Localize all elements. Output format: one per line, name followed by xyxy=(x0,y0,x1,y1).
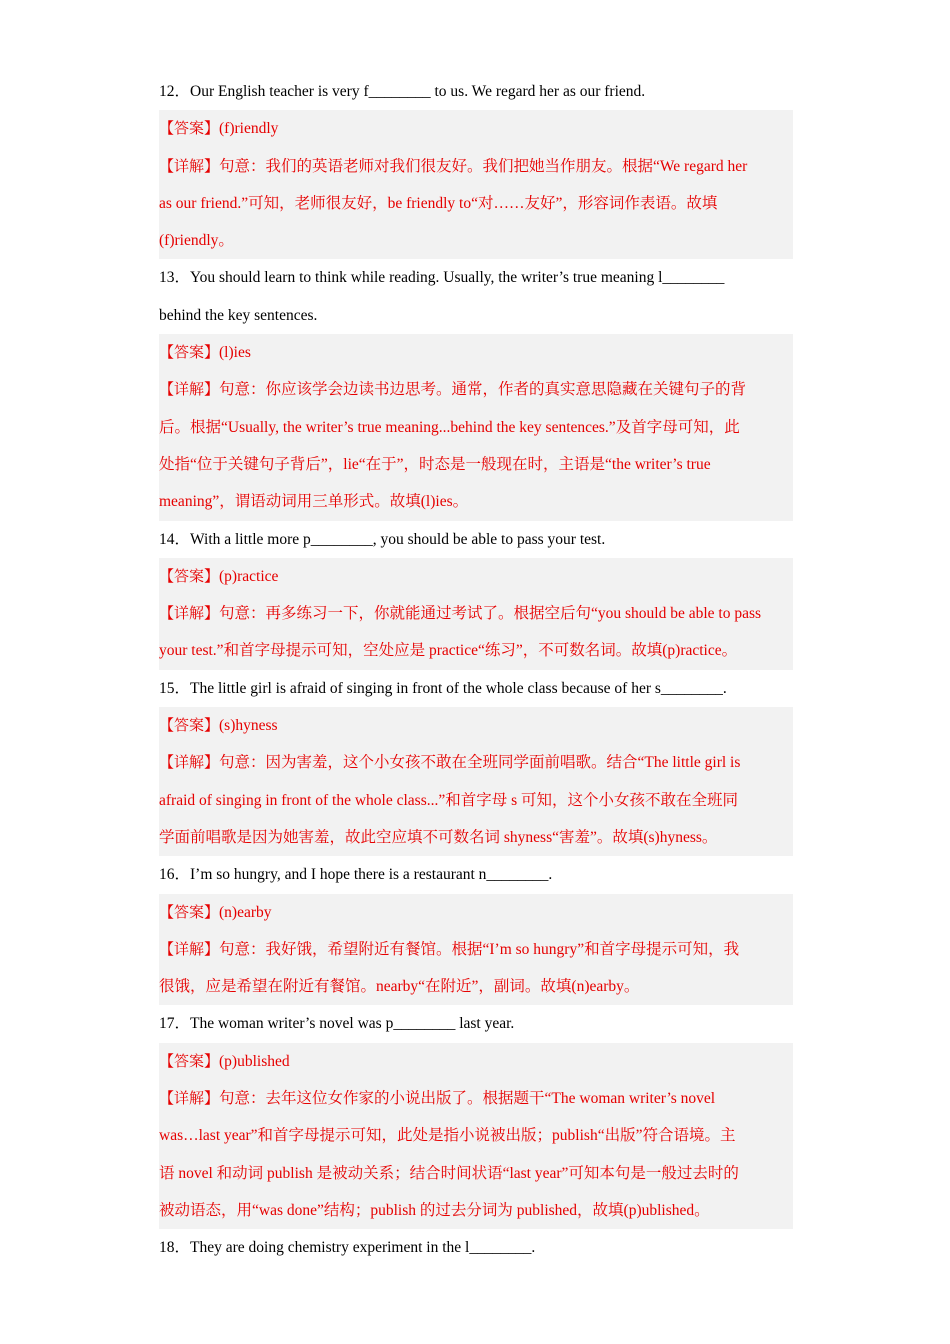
question-line: 14．With a little more p________, you should be able to pass your test. xyxy=(159,530,606,548)
question-line: 17．The woman writer’s novel was p________ last year. xyxy=(159,1015,515,1033)
question-line: behind the key sentences. xyxy=(159,306,318,324)
answer-line xyxy=(159,894,793,931)
detail-line: 很饿，应是希望在附近有餐馆。nearby“在附近”，副词。故填(n)earby。 xyxy=(159,978,640,996)
answer-label: 【答案】 xyxy=(159,716,220,735)
exercise-item-13 xyxy=(159,259,793,520)
detail-line xyxy=(159,1080,793,1117)
answer-text: (s)hyness xyxy=(219,717,278,735)
detail-label: 【详解】 xyxy=(159,753,220,772)
answer-line xyxy=(159,110,793,147)
question-line: 12．Our English teacher is very f________ to us. We regard her as our friend. xyxy=(159,83,646,100)
detail-text: 句意：因为害羞，这个小女孩不敢在全班同学面前唱歌。结合“The little girl is xyxy=(219,754,741,772)
question-18 xyxy=(159,1229,793,1266)
detail-line: as our friend.”可知，老师很友好，be friendly to“对……友好”，形容词作表语。故填 xyxy=(159,194,718,212)
detail-line xyxy=(159,744,793,781)
exercise-item-12 xyxy=(159,73,793,259)
detail-line xyxy=(159,595,793,632)
answer-label: 【答案】 xyxy=(159,343,220,362)
detail-line: your test.”和首字母提示可知，空处应是 practice“练习”，不可数名词。故填(p)ractice。 xyxy=(159,642,738,660)
answer-block-14 xyxy=(159,558,793,670)
detail-line xyxy=(159,931,793,968)
answer-text: (n)earby xyxy=(219,903,272,921)
answer-label: 【答案】 xyxy=(159,902,220,921)
answer-block-17 xyxy=(159,1043,793,1229)
answer-text: (l)ies xyxy=(219,344,251,362)
detail-text: 句意：你应该学会边读书边思考。通常，作者的真实意思隐藏在关键句子的背 xyxy=(219,381,747,399)
answer-label: 【答案】 xyxy=(159,119,220,138)
detail-label: 【详解】 xyxy=(159,604,220,623)
detail-line: 学面前唱歌是因为她害羞，故此空应填不可数名词 shyness“害羞”。故填(s)hyness。 xyxy=(159,828,718,846)
detail-line xyxy=(159,148,793,185)
detail-text: 句意：去年这位女作家的小说出版了。根据题干“The woman writer’s novel xyxy=(219,1090,716,1108)
document-page xyxy=(159,73,793,1267)
exercise-item-15 xyxy=(159,670,793,856)
question-line: 16．I’m so hungry, and I hope there is a restaurant n________. xyxy=(159,866,553,884)
question-16 xyxy=(159,856,793,893)
answer-block-12 xyxy=(159,110,793,259)
question-13 xyxy=(159,259,793,334)
exercise-item-14 xyxy=(159,521,793,670)
question-line: 18．They are doing chemistry experiment in the l________. xyxy=(159,1239,536,1257)
detail-label: 【详解】 xyxy=(159,1089,220,1108)
answer-text: (p)ublished xyxy=(219,1052,290,1070)
detail-label: 【详解】 xyxy=(159,380,220,399)
answer-line xyxy=(159,1043,793,1080)
question-14 xyxy=(159,521,793,558)
answer-label: 【答案】 xyxy=(159,1051,220,1070)
detail-line: 处指“位于关键句子背后”，lie“在于”，时态是一般现在时，主语是“the writer’s true xyxy=(159,455,711,473)
question-17 xyxy=(159,1005,793,1042)
detail-label: 【详解】 xyxy=(159,939,220,958)
detail-text: 句意：再多练习一下，你就能通过考试了。根据空后句“you should be able to pass xyxy=(219,605,762,623)
answer-block-13 xyxy=(159,334,793,520)
answer-line xyxy=(159,707,793,744)
question-line: 13．You should learn to think while reading. Usually, the writer’s true meaning l________ xyxy=(159,269,725,287)
detail-line: 后。根据“Usually, the writer’s true meaning...behind the key sentences.”及首字母可知，此 xyxy=(159,418,740,436)
detail-line: afraid of singing in front of the whole class...”和首字母 s 可知，这个小女孩不敢在全班同 xyxy=(159,791,739,809)
detail-line: meaning”，谓语动词用三单形式。故填(l)ies。 xyxy=(159,493,469,511)
question-15 xyxy=(159,670,793,707)
answer-line xyxy=(159,558,793,595)
exercise-item-16 xyxy=(159,856,793,1005)
answer-line xyxy=(159,334,793,371)
answer-text: (f)riendly xyxy=(219,120,279,138)
answer-block-15 xyxy=(159,707,793,856)
detail-line: was…last year”和首字母提示可知，此处是指小说被出版；publish“出版”符合语境。主 xyxy=(159,1127,736,1145)
answer-text: (p)ractice xyxy=(219,567,279,585)
detail-label: 【详解】 xyxy=(159,156,220,175)
exercise-item-17 xyxy=(159,1005,793,1229)
detail-line: 语 novel 和动词 publish 是被动关系；结合时间状语“last year”可知本句是一般过去时的 xyxy=(159,1164,739,1182)
detail-line: (f)riendly。 xyxy=(159,232,234,250)
detail-line: 被动语态，用“was done”结构；publish 的过去分词为 published，故填(p)ublished。 xyxy=(159,1201,710,1219)
exercise-item-18 xyxy=(159,1229,793,1266)
detail-text: 句意：我们的英语老师对我们很友好。我们把她当作朋友。根据“We regard her xyxy=(219,157,748,175)
detail-line xyxy=(159,371,793,408)
question-12 xyxy=(159,73,793,110)
answer-block-16 xyxy=(159,894,793,1006)
answer-label: 【答案】 xyxy=(159,566,220,585)
detail-text: 句意：我好饿，希望附近有餐馆。根据“I’m so hungry”和首字母提示可知，我 xyxy=(219,940,740,958)
question-line: 15．The little girl is afraid of singing in front of the whole class because of her s________. xyxy=(159,679,727,697)
